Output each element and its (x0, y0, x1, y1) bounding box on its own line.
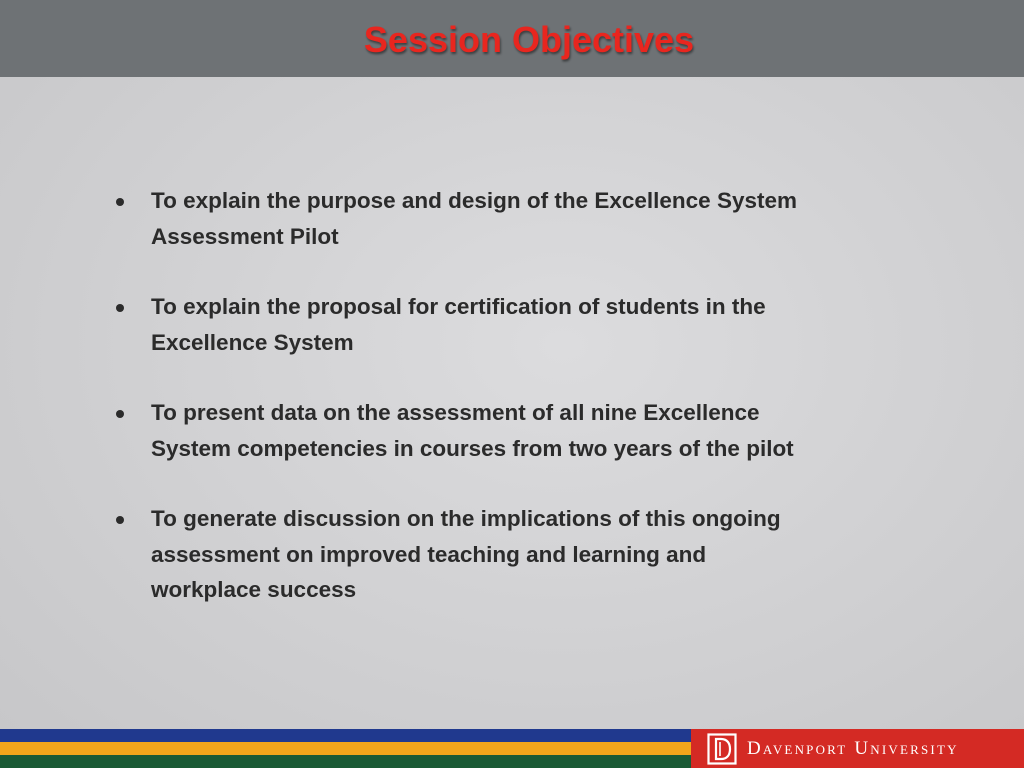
footer-stripe-blue (0, 729, 691, 742)
bullet-line: Assessment Pilot (151, 223, 339, 249)
list-item (110, 289, 910, 360)
davenport-du-logo-icon (707, 733, 737, 765)
bullet-icon (116, 410, 124, 418)
objectives-list (110, 183, 910, 608)
brand-block (691, 729, 1024, 768)
brand-name: Davenport University (747, 737, 959, 759)
footer-bar (0, 729, 1024, 768)
list-item (110, 395, 910, 466)
bullet-line: workplace success (151, 577, 357, 602)
bullet-icon (116, 304, 124, 312)
bullet-line: assessment on improved teaching and learning and (151, 541, 707, 567)
bullet-icon (116, 516, 124, 524)
bullet-line: To explain the purpose and design of the Excellence System (151, 188, 797, 213)
title-bar (0, 0, 1024, 77)
bullet-icon (116, 198, 124, 206)
bullet-line: System competencies in courses from two years of the pilot (151, 435, 794, 461)
bullet-line: To generate discussion on the implications of this ongoing (151, 506, 781, 531)
footer-stripe-green (0, 755, 691, 768)
bullet-line: To explain the proposal for certification of students in the (151, 294, 766, 319)
footer-stripe-orange (0, 742, 691, 755)
list-item (110, 183, 910, 254)
list-item (110, 501, 910, 608)
slide-content (110, 183, 910, 643)
slide-title: Session Objectives (363, 19, 695, 60)
bullet-line: To present data on the assessment of all nine Excellence (151, 400, 760, 425)
bullet-line: Excellence System (151, 329, 354, 355)
